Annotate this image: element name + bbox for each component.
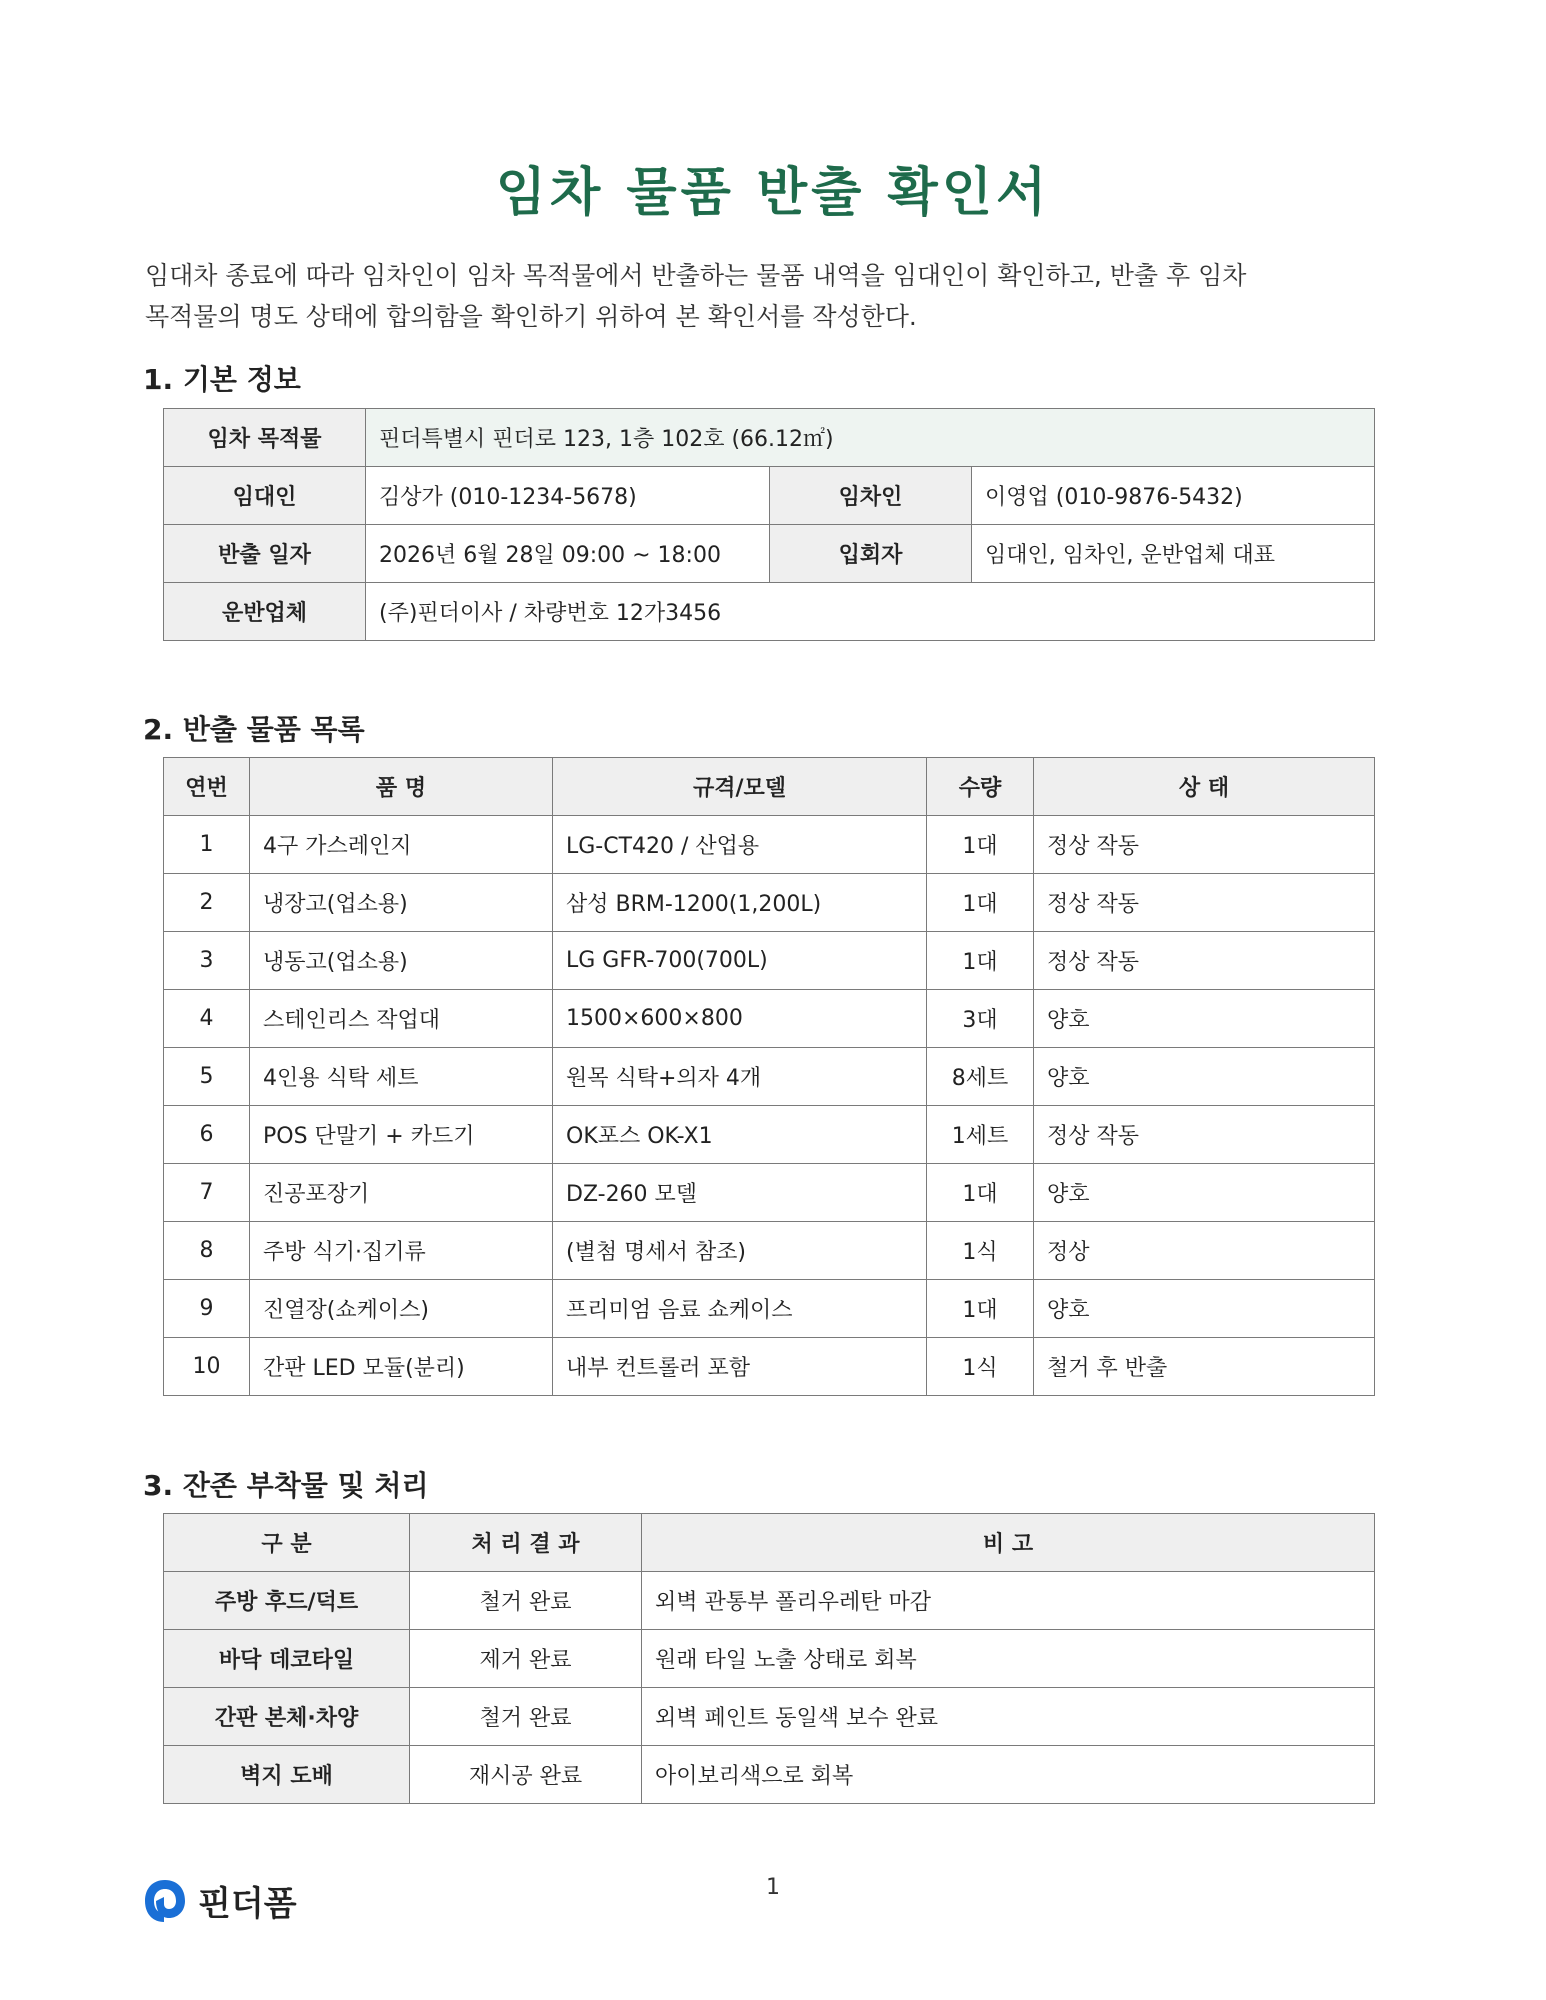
- row-result: 철거 완료: [410, 1688, 642, 1746]
- date-label: 반출 일자: [164, 525, 366, 583]
- mover-value: (주)핀더이사 / 차량번호 12가3456: [366, 583, 1375, 641]
- row-no: 6: [164, 1106, 250, 1164]
- col-header-no: 연번: [164, 758, 250, 816]
- row-status: 양호: [1034, 1048, 1375, 1106]
- row-qty: 1식: [927, 1338, 1034, 1396]
- remaining-fixtures-table: [163, 1513, 1375, 1804]
- row-name: 냉동고(업소용): [250, 932, 553, 990]
- row-result: 제거 완료: [410, 1630, 642, 1688]
- row-model: LG GFR-700(700L): [553, 932, 927, 990]
- row-qty: 3대: [927, 990, 1034, 1048]
- row-status: 철거 후 반출: [1034, 1338, 1375, 1396]
- row-no: 5: [164, 1048, 250, 1106]
- row-model: DZ-260 모델: [553, 1164, 927, 1222]
- row-no: 9: [164, 1280, 250, 1338]
- table-row: [164, 1222, 1375, 1280]
- table-row: [164, 1164, 1375, 1222]
- lessor-label: 임대인: [164, 467, 366, 525]
- row-status: 정상 작동: [1034, 1106, 1375, 1164]
- section3-heading: 3. 잔존 부착물 및 처리: [143, 1469, 429, 1502]
- basic-info-table: [163, 408, 1375, 641]
- table-row: [164, 1106, 1375, 1164]
- table-row: [164, 1338, 1375, 1396]
- date-value: 2026년 6월 28일 09:00 ~ 18:00: [366, 525, 770, 583]
- table-row: [164, 932, 1375, 990]
- property-label: 임차 목적물: [164, 409, 366, 467]
- witness-label: 입회자: [770, 525, 972, 583]
- row-model: 삼성 BRM-1200(1,200L): [553, 874, 927, 932]
- row-qty: 1세트: [927, 1106, 1034, 1164]
- row-remarks: 외벽 관통부 폴리우레탄 마감: [642, 1572, 1375, 1630]
- row-category: 간판 본체·차양: [164, 1688, 410, 1746]
- col-header-status: 상 태: [1034, 758, 1375, 816]
- table-row: [164, 1572, 1375, 1630]
- table-row: [164, 1688, 1375, 1746]
- row-status: 정상: [1034, 1222, 1375, 1280]
- lessee-value: 이영업 (010-9876-5432): [972, 467, 1375, 525]
- row-result: 재시공 완료: [410, 1746, 642, 1804]
- row-status: 양호: [1034, 1164, 1375, 1222]
- row-remarks: 아이보리색으로 회복: [642, 1746, 1375, 1804]
- lessee-label: 임차인: [770, 467, 972, 525]
- intro-line-2: 목적물의 명도 상태에 합의함을 확인하기 위하여 본 확인서를 작성한다.: [145, 302, 917, 331]
- property-value: 핀더특별시 핀더로 123, 1층 102호 (66.12㎡): [366, 409, 1375, 467]
- row-qty: 8세트: [927, 1048, 1034, 1106]
- row-no: 3: [164, 932, 250, 990]
- row-model: 내부 컨트롤러 포함: [553, 1338, 927, 1396]
- row-qty: 1식: [927, 1222, 1034, 1280]
- row-no: 7: [164, 1164, 250, 1222]
- row-status: 양호: [1034, 990, 1375, 1048]
- row-name: 4구 가스레인지: [250, 816, 553, 874]
- col-header-model: 규격/모델: [553, 758, 927, 816]
- row-model: 프리미엄 음료 쇼케이스: [553, 1280, 927, 1338]
- row-model: LG-CT420 / 산업용: [553, 816, 927, 874]
- table-row: [164, 990, 1375, 1048]
- row-qty: 1대: [927, 816, 1034, 874]
- row-model: (별첨 명세서 참조): [553, 1222, 927, 1280]
- section1-heading: 1. 기본 정보: [143, 363, 301, 396]
- row-no: 1: [164, 816, 250, 874]
- row-no: 10: [164, 1338, 250, 1396]
- row-model: OK포스 OK-X1: [553, 1106, 927, 1164]
- row-name: 냉장고(업소용): [250, 874, 553, 932]
- row-remarks: 원래 타일 노출 상태로 회복: [642, 1630, 1375, 1688]
- table-row: [164, 1280, 1375, 1338]
- row-category: 벽지 도배: [164, 1746, 410, 1804]
- row-remarks: 외벽 페인트 동일색 보수 완료: [642, 1688, 1375, 1746]
- table-row: [164, 816, 1375, 874]
- table-row: [164, 874, 1375, 932]
- logo-text: 핀더폼: [198, 1884, 297, 1924]
- section2-heading: 2. 반출 물품 목록: [143, 713, 365, 746]
- row-model: 원목 식탁+의자 4개: [553, 1048, 927, 1106]
- col-header-result: 처 리 결 과: [410, 1514, 642, 1572]
- mover-label: 운반업체: [164, 583, 366, 641]
- row-name: 4인용 식탁 세트: [250, 1048, 553, 1106]
- row-qty: 1대: [927, 932, 1034, 990]
- row-name: 간판 LED 모듈(분리): [250, 1338, 553, 1396]
- intro-line-1: 임대차 종료에 따라 임차인이 임차 목적물에서 반출하는 물품 내역을 임대인이 확인하고, 반출 후 임차: [145, 261, 1247, 290]
- row-category: 주방 후드/덕트: [164, 1572, 410, 1630]
- row-status: 정상 작동: [1034, 816, 1375, 874]
- col-header-category: 구 분: [164, 1514, 410, 1572]
- row-qty: 1대: [927, 1280, 1034, 1338]
- col-header-name: 품 명: [250, 758, 553, 816]
- row-status: 정상 작동: [1034, 932, 1375, 990]
- col-header-remarks: 비 고: [642, 1514, 1375, 1572]
- row-name: 스테인리스 작업대: [250, 990, 553, 1048]
- lessor-value: 김상가 (010-1234-5678): [366, 467, 770, 525]
- row-name: 진공포장기: [250, 1164, 553, 1222]
- page-number: 1: [766, 1875, 780, 1900]
- row-name: POS 단말기 + 카드기: [250, 1106, 553, 1164]
- row-status: 양호: [1034, 1280, 1375, 1338]
- row-category: 바닥 데코타일: [164, 1630, 410, 1688]
- row-no: 8: [164, 1222, 250, 1280]
- items-table: [163, 757, 1375, 1396]
- row-status: 정상 작동: [1034, 874, 1375, 932]
- table-row: [164, 1630, 1375, 1688]
- row-qty: 1대: [927, 874, 1034, 932]
- intro-paragraph: [145, 255, 1385, 337]
- col-header-qty: 수량: [927, 758, 1034, 816]
- row-no: 4: [164, 990, 250, 1048]
- witness-value: 임대인, 임차인, 운반업체 대표: [972, 525, 1375, 583]
- table-row: [164, 1746, 1375, 1804]
- row-model: 1500×600×800: [553, 990, 927, 1048]
- row-name: 주방 식기·집기류: [250, 1222, 553, 1280]
- document-title: 임차 물품 반출 확인서: [495, 163, 1051, 223]
- row-name: 진열장(쇼케이스): [250, 1280, 553, 1338]
- row-qty: 1대: [927, 1164, 1034, 1222]
- row-no: 2: [164, 874, 250, 932]
- table-row: [164, 1048, 1375, 1106]
- row-result: 철거 완료: [410, 1572, 642, 1630]
